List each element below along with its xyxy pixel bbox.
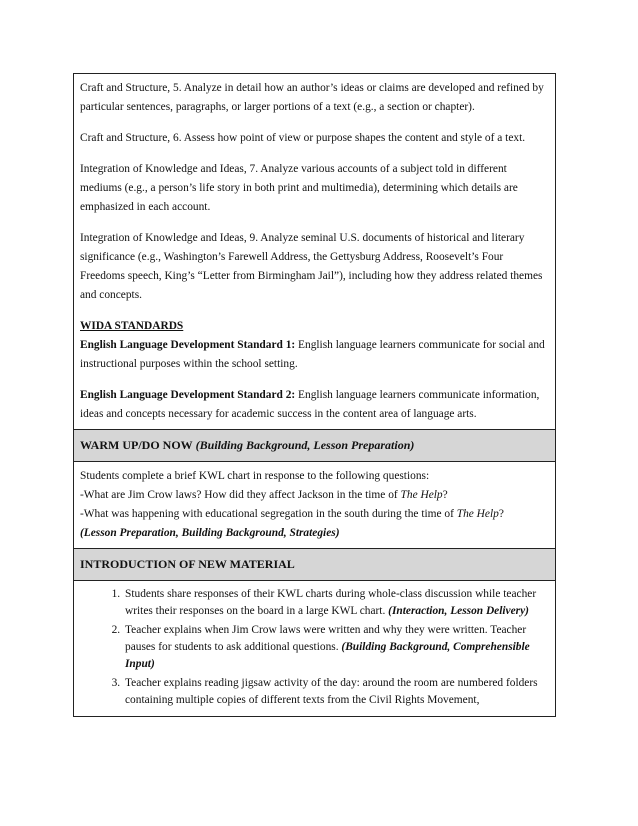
intro-list — [80, 586, 549, 709]
warmup-line-1: Students complete a brief KWL chart in response to the following questions: — [80, 470, 430, 482]
wida-standard-2-label: English Language Development Standard 2: — [80, 389, 296, 401]
lesson-plan-table — [73, 73, 556, 717]
warmup-line-2-text: -What are Jim Crow laws? How did they affect Jackson in the time of — [80, 489, 401, 501]
standard-craft-5: Craft and Structure, 5. Analyze in detail how an author’s ideas or claims are developed and refined by particular sentences, paragraphs, or larger portions of a text (e.g., a section or chapter). — [80, 82, 544, 113]
list-item — [123, 586, 549, 620]
standard-integration-9: Integration of Knowledge and Ideas, 9. Analyze seminal U.S. documents of historical and literary significance (e.g., Washington’s Farewell Address, the Gettysburg Address, Roosevelt’s Four Freedoms speech, King’s “Letter from Birmingham Jail”), including how they address related themes and concepts. — [80, 232, 543, 301]
intro-heading: INTRODUCTION OF NEW MATERIAL — [74, 549, 555, 581]
warmup-line-3-text: -What was happening with educational segregation in the south during the time of — [80, 508, 457, 520]
list-item — [123, 622, 549, 673]
intro-item-2-text: Teacher explains when Jim Crow laws were written and why they were written. Teacher pauses for students to ask additional questions. — [125, 624, 527, 653]
warmup-heading-tag: (Building Background, Lesson Preparation) — [192, 438, 415, 452]
warmup-body — [74, 462, 555, 549]
wida-standard-2 — [80, 386, 549, 424]
standard-integration-7: Integration of Knowledge and Ideas, 7. Analyze various accounts of a subject told in different mediums (e.g., a person’s life story in both print and multimedia), determining which details are emphasized in each account. — [80, 163, 518, 213]
wida-standard-1-text: English language learners communicate for social and instructional purposes within the school setting. — [80, 339, 545, 370]
wida-heading: WIDA STANDARDS — [80, 320, 184, 332]
warmup-line-2-end: ? — [442, 489, 448, 501]
standard-craft-6: Craft and Structure, 6. Assess how point of view or purpose shapes the content and style of a text. — [80, 132, 526, 144]
standards-cell — [74, 74, 555, 430]
intro-item-1-text: Students share responses of their KWL charts during whole-class discussion while teacher writes their responses on the board in a large KWL chart. — [125, 588, 537, 617]
wida-standard-2-text: English language learners communicate information, ideas and concepts necessary for academic success in the content area of language arts. — [80, 389, 540, 420]
warmup-line-3-end: ? — [498, 508, 504, 520]
list-item — [123, 675, 549, 709]
wida-standard-1 — [80, 336, 549, 374]
wida-standard-1-label: English Language Development Standard 1: — [80, 339, 296, 351]
intro-item-1-tag: (Interaction, Lesson Delivery) — [388, 605, 529, 617]
warmup-tags: (Lesson Preparation, Building Background, Strategies) — [80, 527, 340, 539]
warmup-line-2-title: The Help — [400, 489, 443, 501]
warmup-line-3 — [80, 505, 549, 524]
warmup-line-3-title: The Help — [456, 508, 499, 520]
warmup-line-2 — [80, 486, 549, 505]
intro-item-2-tag: (Building Background, Comprehensible Input) — [125, 641, 530, 670]
intro-body — [74, 581, 555, 716]
warmup-heading — [74, 430, 555, 462]
warmup-heading-title: WARM UP/DO NOW — [80, 438, 193, 452]
intro-item-3-text: Teacher explains reading jigsaw activity of the day: around the room are numbered folders containing multiple copies of different texts from the Civil Rights Movement, — [125, 677, 538, 706]
